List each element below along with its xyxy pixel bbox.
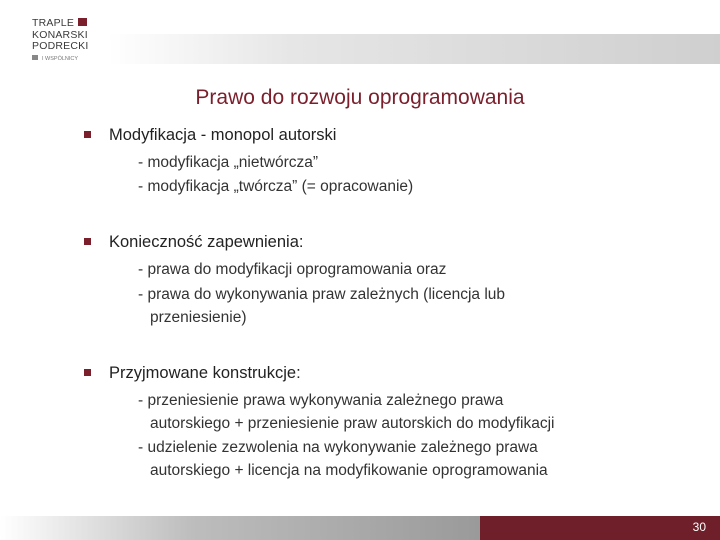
footer-gradient-bar: [0, 516, 480, 540]
logo-line-1: TRAPLE: [32, 18, 94, 30]
page-number: 30: [692, 520, 706, 534]
list-item: - modyfikacja „twórcza” (= opracowanie): [138, 178, 414, 195]
list-item: - udzielenie zezwolenia na wykonywanie zależnego prawa: [138, 439, 538, 456]
list-item: - modyfikacja „nietwórcza”: [138, 154, 319, 171]
list-item: - prawa do wykonywania praw zależnych (licencja lub: [138, 286, 506, 303]
section-heading-konstrukcje: Przyjmowane konstrukcje:: [84, 364, 301, 383]
logo-square-icon: [78, 18, 87, 26]
header-gradient-bar: [108, 34, 720, 64]
slide-title: Prawo do rozwoju oprogramowania: [195, 86, 525, 109]
list-item-continuation: przeniesienie): [150, 309, 247, 326]
bullet-square-icon: [84, 131, 91, 138]
company-logo: [32, 18, 94, 63]
list-item: - prawa do modyfikacji oprogramowania oraz: [138, 261, 447, 278]
bullet-square-icon: [84, 369, 91, 376]
list-item: - przeniesienie prawa wykonywania zależnego prawa: [138, 392, 504, 409]
list-item-continuation: autorskiego + licencja na modyfikowanie oprogramowania: [150, 462, 548, 479]
logo-small-square-icon: [32, 55, 38, 60]
bullet-square-icon: [84, 238, 91, 245]
logo-line-3: PODRECKI: [32, 40, 89, 52]
logo-subtitle: I WSPÓLNICY: [32, 55, 94, 63]
section-heading-koniecznosc: Konieczność zapewnienia:: [84, 233, 303, 252]
footer-accent-bar: [480, 516, 720, 540]
list-item-continuation: autorskiego + przeniesienie praw autorskich do modyfikacji: [150, 415, 555, 432]
logo-line-2: KONARSKI: [32, 28, 88, 41]
section-heading-modyfikacja: Modyfikacja - monopol autorski: [84, 126, 336, 145]
